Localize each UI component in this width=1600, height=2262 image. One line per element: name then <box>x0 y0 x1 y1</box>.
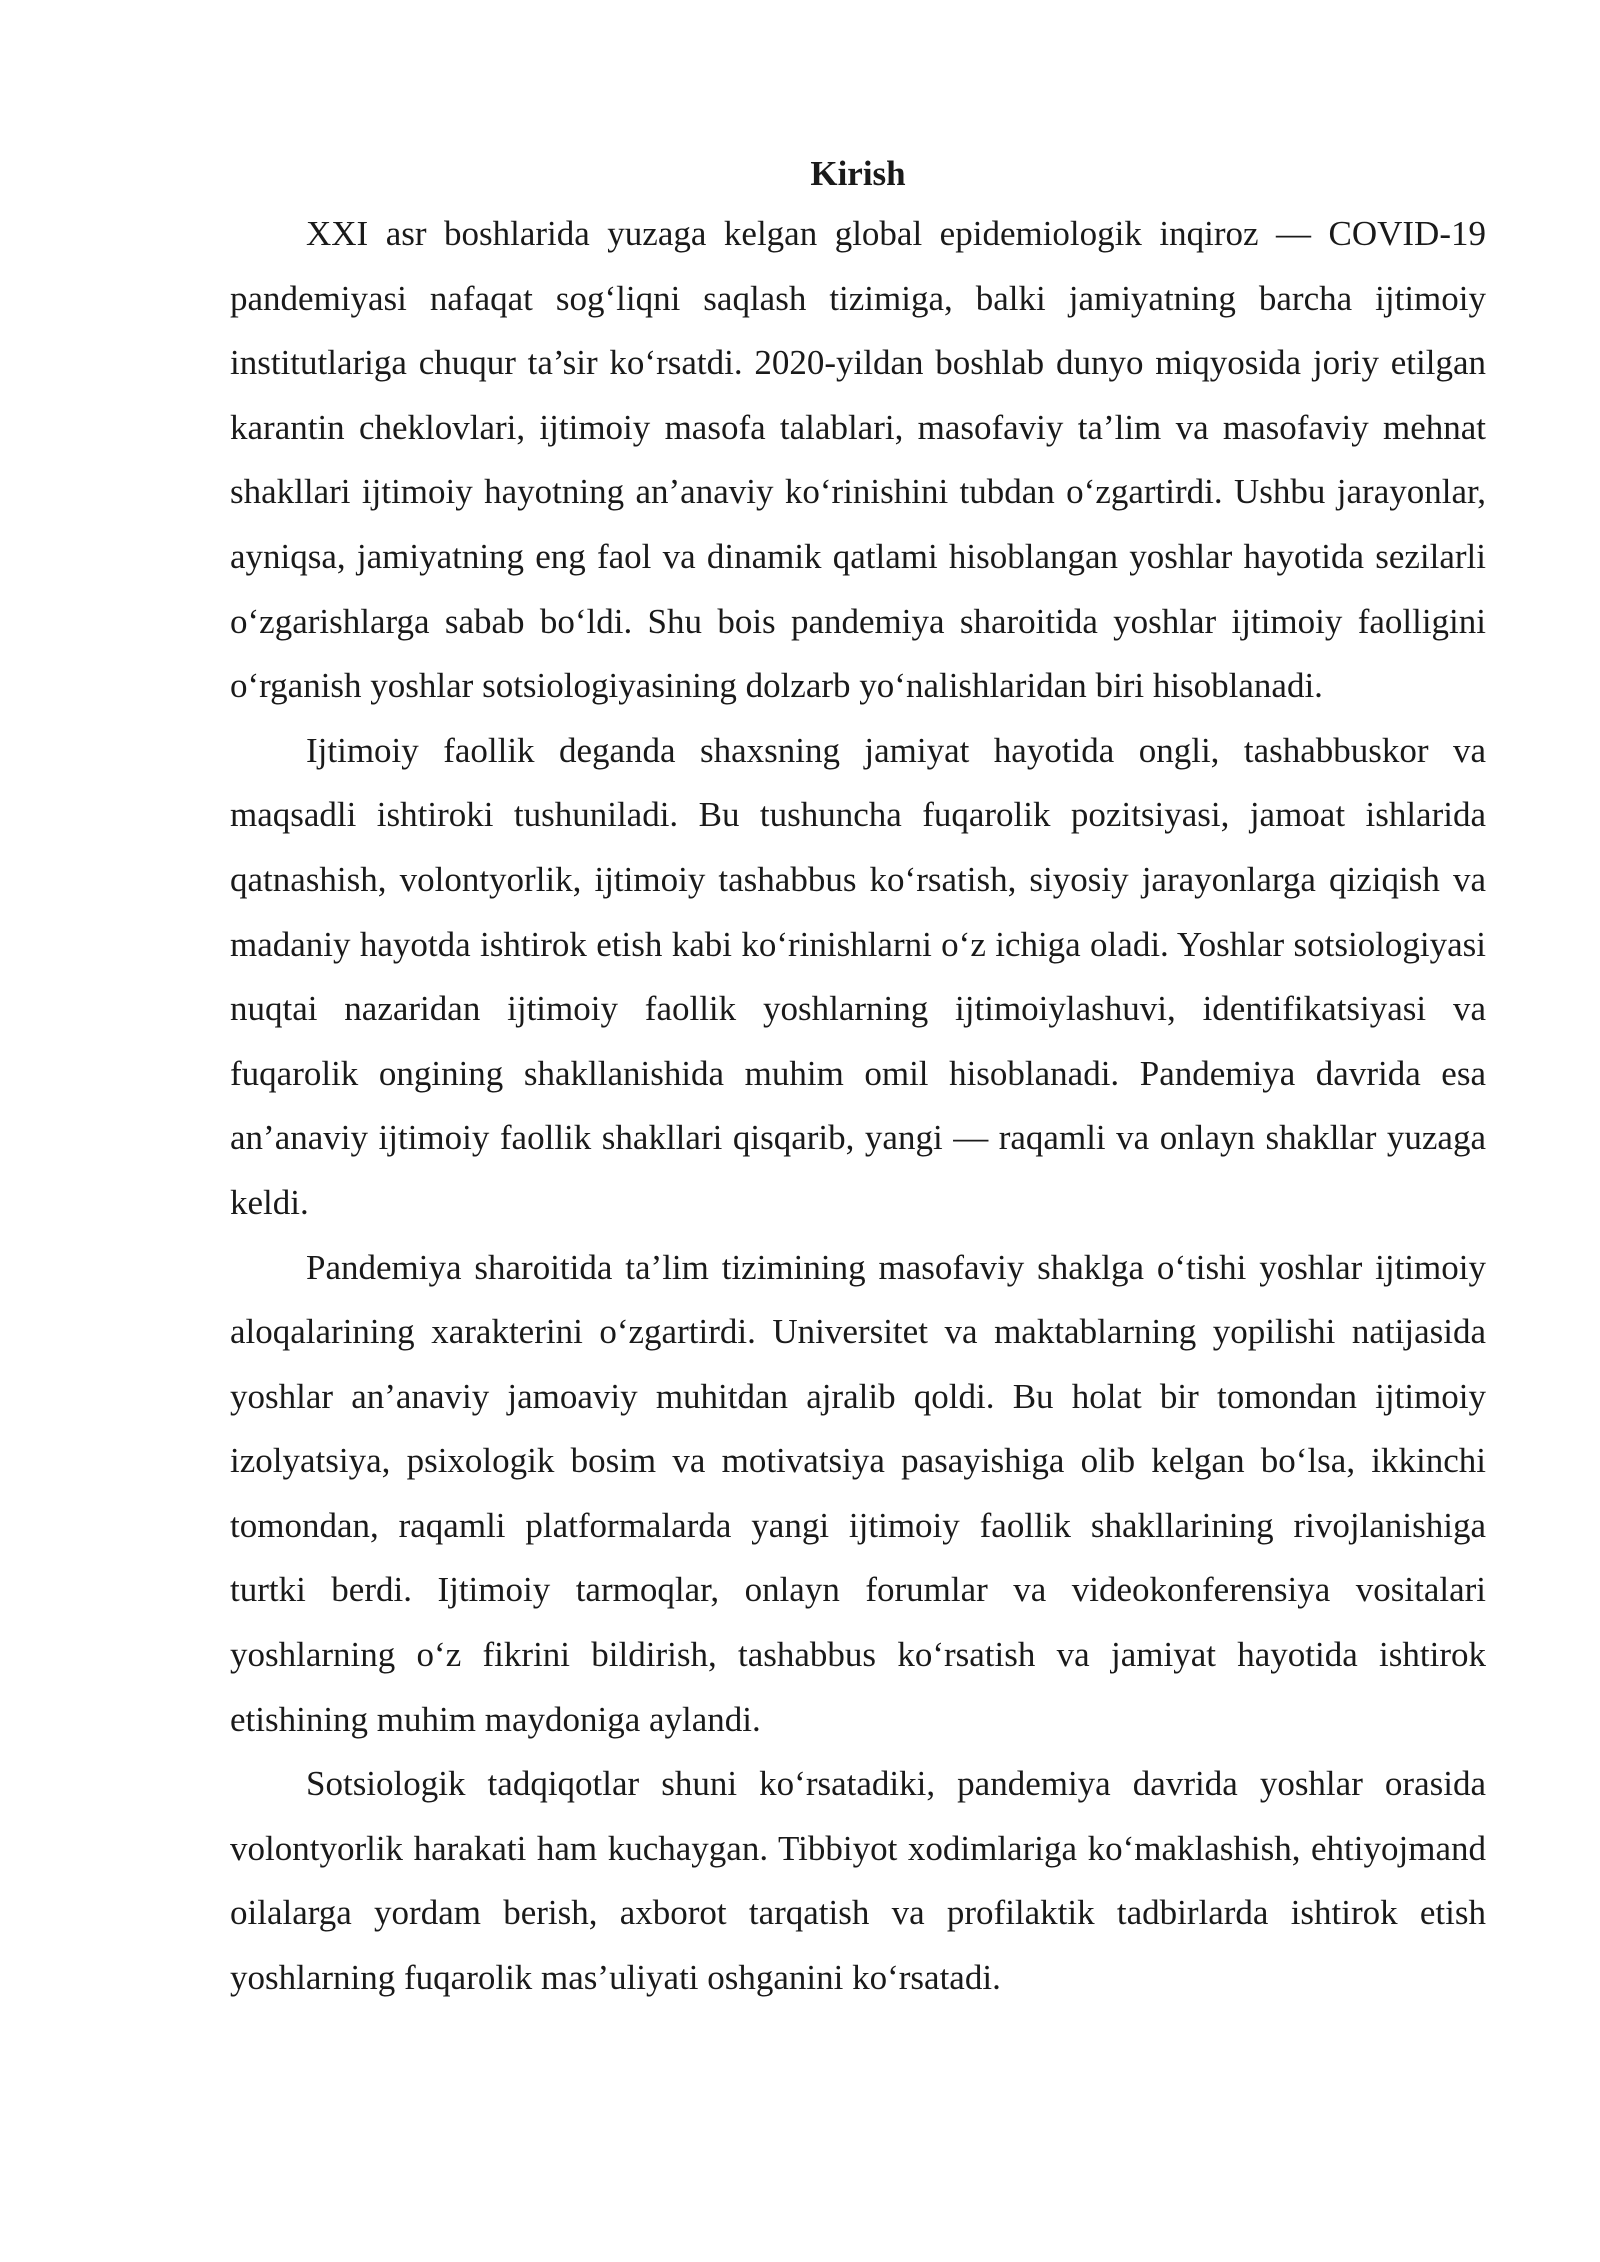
paragraph-4: Sotsiologik tadqiqotlar shuni ko‘rsatadiki, pandemiya davrida yoshlar orasida volontyorlik harakati ham kuchaygan. Tibbiyot xodimlariga ko‘maklashish, ehtiyojmand oilalarga yordam berish, axborot tarqatish va profilaktik tadbirlarda ishtirok etish yoshlarning fuqarolik mas’uliyati oshganini ko‘rsatadi. <box>230 1764 1486 1998</box>
paragraph-1: XXI asr boshlarida yuzaga kelgan global epidemiologik inqiroz — COVID-19 pandemiyasi nafaqat sog‘liqni saqlash tizimiga, balki jamiyatning barcha ijtimoiy institutlariga chuqur ta’sir ko‘rsatdi. 2020-yildan boshlab dunyo miqyosida joriy etilgan karantin cheklovlari, ijtimoiy masofa talablari, masofaviy ta’lim va masofaviy mehnat shakllari ijtimoiy hayotning an’anaviy ko‘rinishini tubdan o‘zgartirdi. Ushbu jarayonlar, ayniqsa, jamiyatning eng faol va dinamik qatlami hisoblangan yoshlar hayotida sezilarli o‘zgarishlarga sabab bo‘ldi. Shu bois pandemiya sharoitida yoshlar ijtimoiy faolligini o‘rganish yoshlar sotsiologiyasining dolzarb yo‘nalishlaridan biri hisoblanadi. <box>230 214 1486 706</box>
paragraph-2: Ijtimoiy faollik deganda shaxsning jamiyat hayotida ongli, tashabbuskor va maqsadli ishtiroki tushuniladi. Bu tushuncha fuqarolik pozitsiyasi, jamoat ishlarida qatnashish, volontyorlik, ijtimoiy tashabbus ko‘rsatish, siyosiy jarayonlarga qiziqish va madaniy hayotda ishtirok etish kabi ko‘rinishlarni o‘z ichiga oladi. Yoshlar sotsiologiyasi nuqtai nazaridan ijtimoiy faollik yoshlarning ijtimoiylashuvi, identifikatsiyasi va fuqarolik ongining shakllanishida muhim omil hisoblanadi. Pandemiya davrida esa an’anaviy ijtimoiy faollik shakllari qisqarib, yangi — raqamli va onlayn shakllar yuzaga keldi. <box>230 730 1486 1222</box>
document-title: Kirish <box>810 154 906 193</box>
document-page <box>230 150 1486 2011</box>
paragraph-3: Pandemiya sharoitida ta’lim tizimining masofaviy shaklga o‘tishi yoshlar ijtimoiy aloqalarining xarakterini o‘zgartirdi. Universitet va maktablarning yopilishi natijasida yoshlar an’anaviy jamoaviy muhitdan ajralib qoldi. Bu holat bir tomondan ijtimoiy izolyatsiya, psixologik bosim va motivatsiya pasayishiga olib kelgan bo‘lsa, ikkinchi tomondan, raqamli platformalarda yangi ijtimoiy faollik shakllarining rivojlanishiga turtki berdi. Ijtimoiy tarmoqlar, onlayn forumlar va videokonferensiya vositalari yoshlarning o‘z fikrini bildirish, tashabbus ko‘rsatish va jamiyat hayotida ishtirok etishining muhim maydoniga aylandi. <box>230 1247 1486 1739</box>
